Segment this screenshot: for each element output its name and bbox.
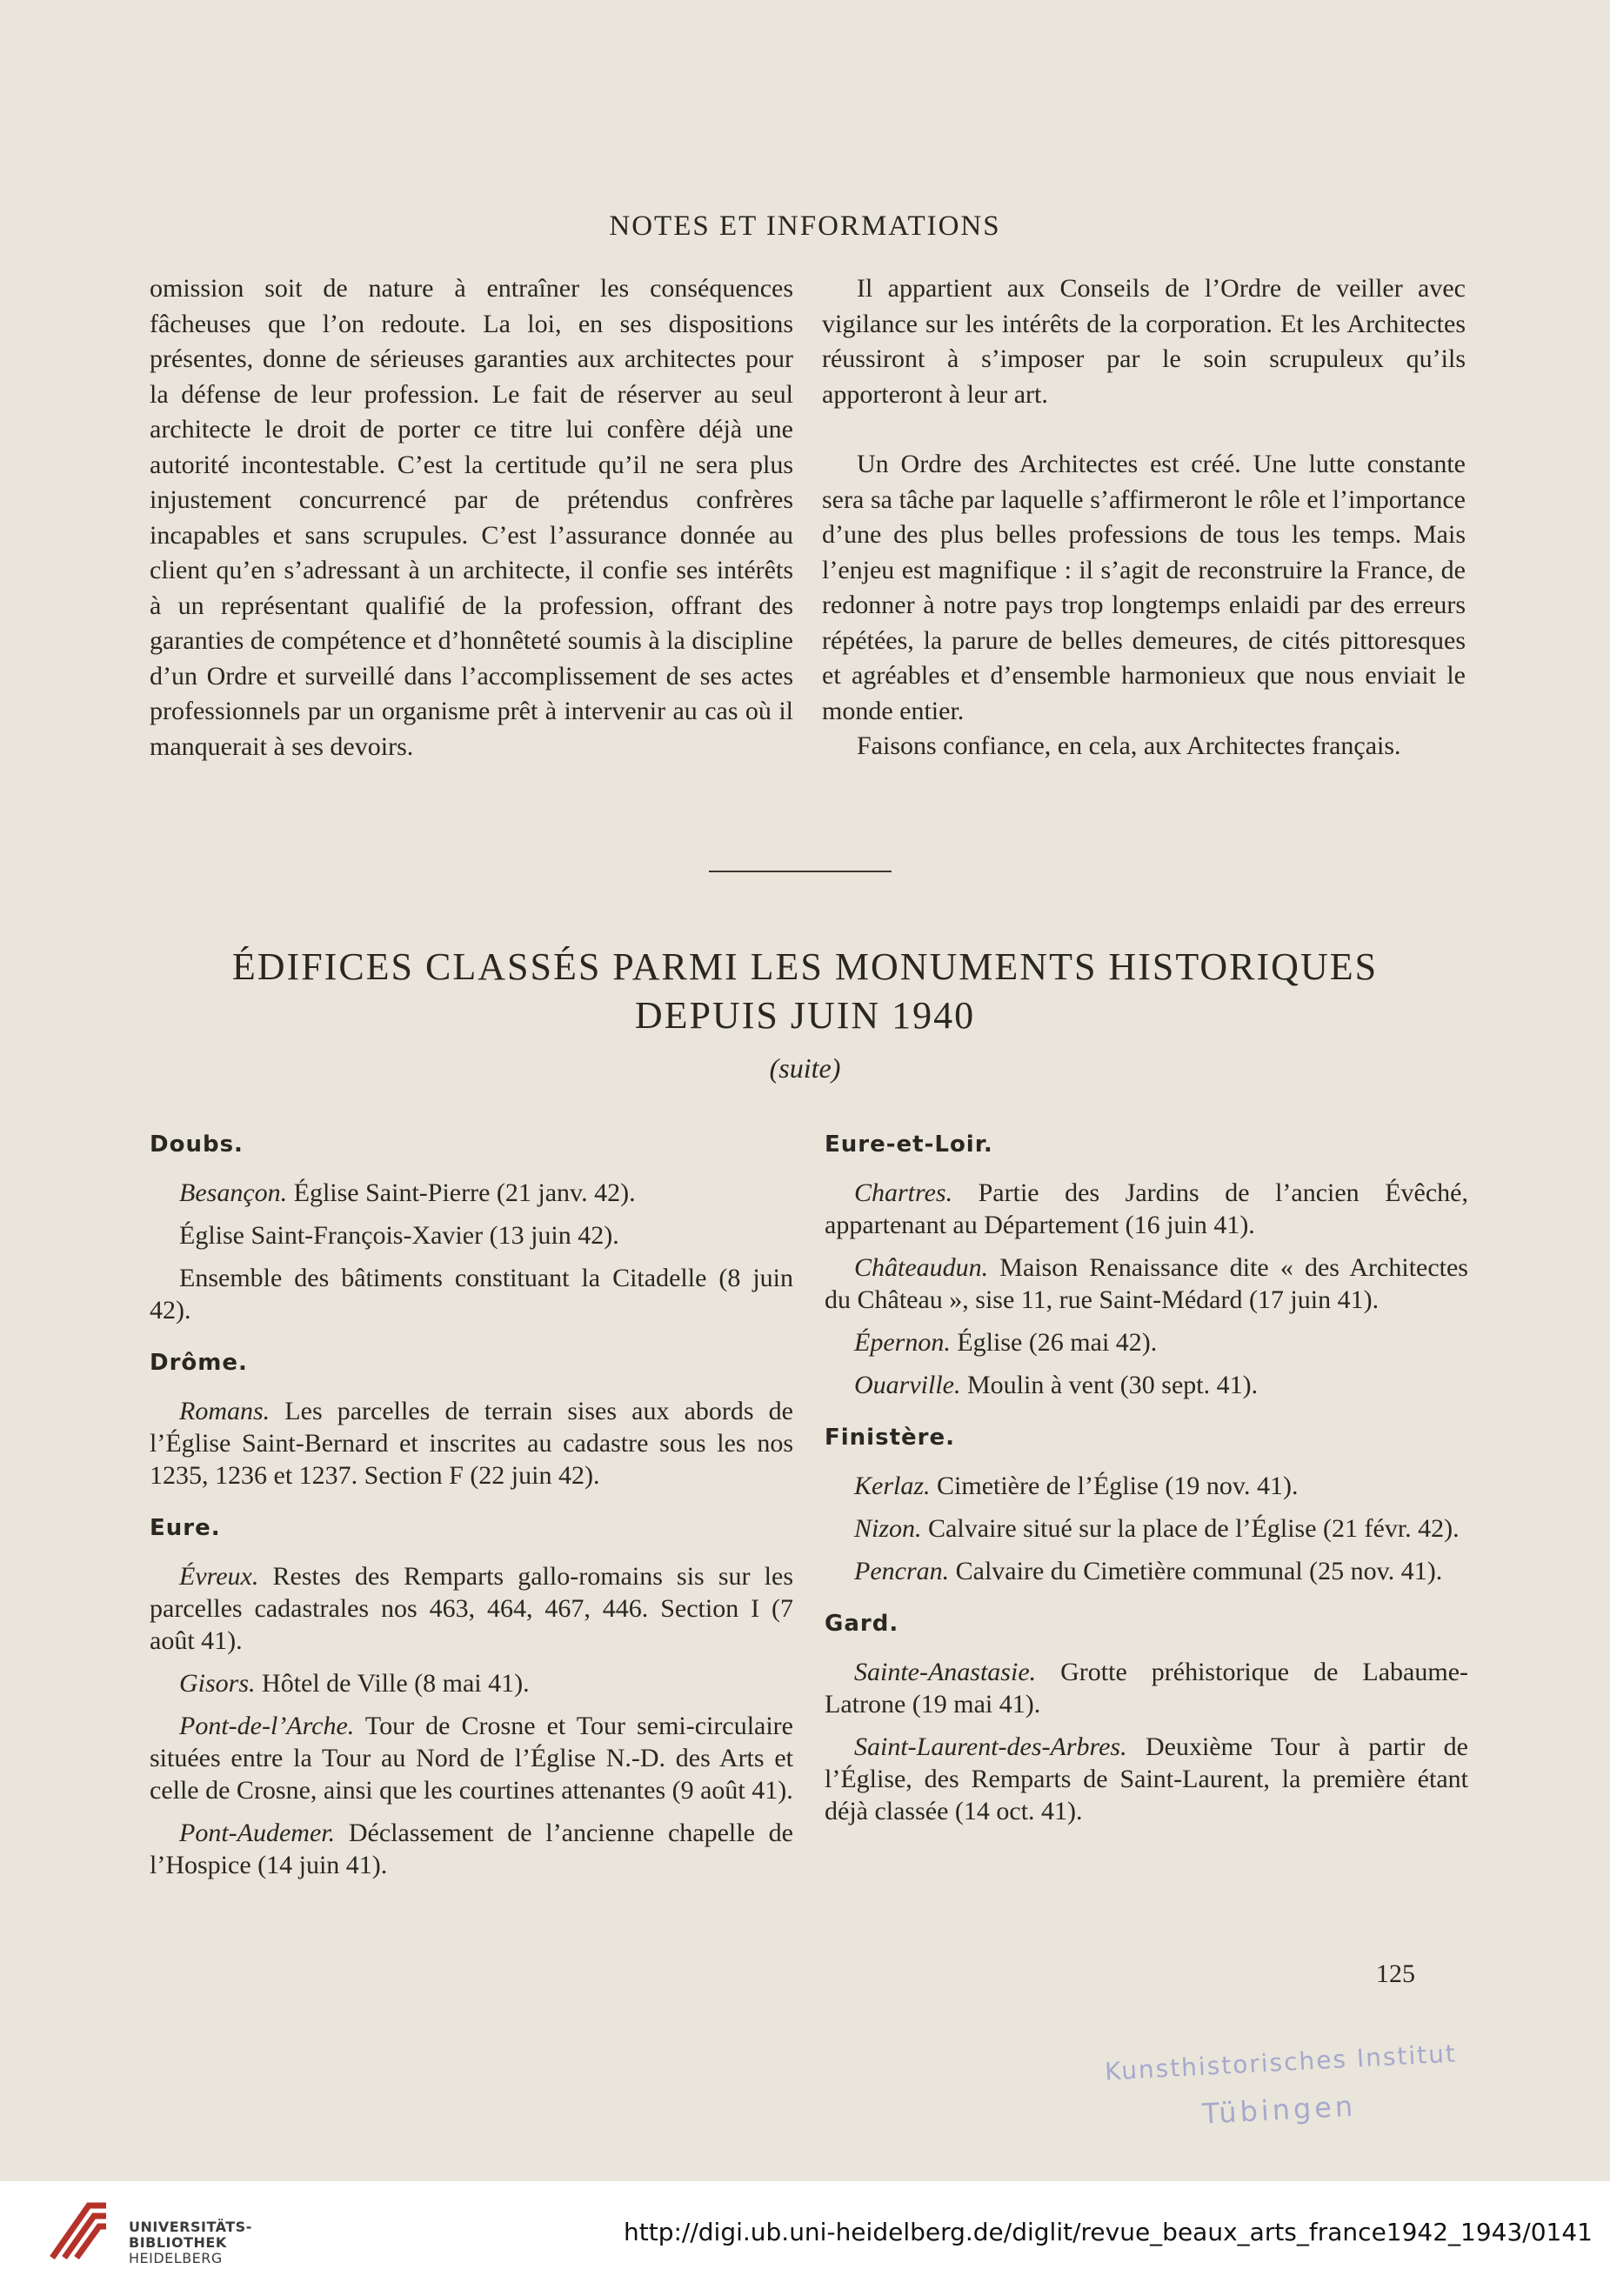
right-list xyxy=(825,1129,1468,1838)
place-name: Romans. xyxy=(179,1397,271,1425)
paragraph: Il appartient aux Conseils de l’Ordre de veiller avec vigilance sur les intérêts de la corporation. Et les Architectes réussiront à s’imposer par le soin scrupuleux qu’ils apporteront à leur art. xyxy=(822,274,1466,409)
place-name: Nizon. xyxy=(854,1514,922,1543)
monument-entry xyxy=(825,1656,1468,1720)
section-suite: (suite) xyxy=(769,1052,841,1084)
entry-text: Maison Renaissance dite « des Architectes du Château », sise 11, rue Saint-Médard (17 juin 41). xyxy=(825,1253,1468,1314)
monument-entry xyxy=(825,1470,1468,1502)
page-number: 125 xyxy=(1376,1959,1415,1988)
library-logo-icon xyxy=(45,2197,115,2266)
entry-text: Cimetière de l’Église (19 nov. 41). xyxy=(930,1472,1299,1500)
library-name-line: HEIDELBERG xyxy=(129,2250,223,2266)
monument-entry xyxy=(150,1395,793,1492)
entry-text: Hôtel de Ville (8 mai 41). xyxy=(255,1669,530,1698)
entry-text: Restes des Remparts gallo-romains sis sur les parcelles cadastrales nos 463, 464, 467, 446. Section I (7 août 41). xyxy=(150,1562,793,1655)
monument-entry xyxy=(150,1710,793,1806)
monument-entry xyxy=(825,1512,1468,1545)
place-name: Gisors. xyxy=(179,1669,256,1698)
entry-text: Grotte préhistorique de Labaume-Latrone (19 mai 41). xyxy=(825,1658,1468,1719)
entry-text: Déclassement de l’ancienne chapelle de l’Hospice (14 juin 41). xyxy=(150,1819,793,1879)
place-name: Kerlaz. xyxy=(854,1472,931,1500)
department-heading: Eure. xyxy=(150,1515,221,1541)
place-name: Pont-Audemer. xyxy=(179,1819,336,1847)
library-name-line: BIBLIOTHEK xyxy=(129,2234,227,2251)
library-name xyxy=(129,2219,252,2266)
department-heading: Eure-et-Loir. xyxy=(825,1131,993,1158)
place-name: Chartres. xyxy=(854,1178,953,1207)
library-name-line: UNIVERSITÄTS- xyxy=(129,2219,252,2235)
library-stamp xyxy=(1104,2039,1470,2144)
entry-text: Partie des Jardins de l’ancien Évêché, appartenant au Département (16 juin 41). xyxy=(825,1178,1468,1239)
place-name: Sainte-Anastasie. xyxy=(854,1658,1037,1686)
entry-text: Moulin à vent (30 sept. 41). xyxy=(960,1371,1259,1399)
monument-entry xyxy=(825,1555,1468,1587)
monument-entry xyxy=(150,1177,793,1209)
entry-text: Église Saint-Pierre (21 janv. 42). xyxy=(287,1178,636,1207)
entry-text: Les parcelles de terrain sises aux abords de l’Église Saint-Bernard et inscrites au cadastre sous les nos 1235, 1236 et 1237. Section F (22 juin 42). xyxy=(150,1397,793,1490)
section-subtitle: DEPUIS JUIN 1940 xyxy=(634,994,976,1037)
department-heading: Drôme. xyxy=(150,1350,248,1376)
left-list xyxy=(150,1129,793,1892)
department-heading: Gard. xyxy=(825,1611,899,1637)
left-column-text xyxy=(150,271,793,764)
monument-entry xyxy=(825,1177,1468,1241)
monument-entry xyxy=(150,1667,793,1699)
place-name: Châteaudun. xyxy=(854,1253,989,1282)
section-title: ÉDIFICES CLASSÉS PARMI LES MONUMENTS HISTORIQUES xyxy=(231,945,1379,988)
monument-entry xyxy=(150,1817,793,1881)
monument-entry xyxy=(150,1262,793,1326)
place-name: Ouarville. xyxy=(854,1371,961,1399)
entry-text: Deuxième Tour à partir de l’Église, des Remparts de Saint-Laurent, la première étant déjà classée (14 oct. 41). xyxy=(825,1732,1468,1825)
department-heading: Finistère. xyxy=(825,1425,955,1451)
place-name: Pencran. xyxy=(854,1557,950,1585)
running-head: NOTES ET INFORMATIONS xyxy=(609,210,1001,242)
entry-text: Calvaire du Cimetière communal (25 nov. 41). xyxy=(949,1557,1443,1585)
entry-text: Tour de Crosne et Tour semi-circulaire situées entre la Tour au Nord de l’Église N.-D. des Arts et celle de Crosne, ainsi que les courtines attenantes (9 août 41). xyxy=(150,1712,793,1805)
place-name: Évreux. xyxy=(179,1562,259,1591)
footer-bar xyxy=(0,2181,1610,2296)
monument-entry xyxy=(825,1251,1468,1316)
paragraph: Un Ordre des Architectes est créé. Une lutte constante sera sa tâche par laquelle s’affirmeront le rôle et l’importance d’une des plus belles professions de tous les temps. Mais l’enjeu est magnifique : il s’agit de reconstruire la France, de redonner à notre pays trop longtemps enlaidi par des erreurs répétées, la parure de belles demeures, de cités pittoresques et agréables et d’ensemble harmonieux que nous enviait le monde entier. xyxy=(822,450,1466,725)
monument-entry xyxy=(825,1326,1468,1358)
right-column-text xyxy=(822,271,1466,764)
entry-text: Église (26 mai 42). xyxy=(950,1328,1158,1357)
monument-entry xyxy=(150,1560,793,1657)
place-name: Besançon. xyxy=(179,1178,288,1207)
paragraph: Faisons confiance, en cela, aux Architectes français. xyxy=(857,731,1401,760)
place-name: Épernon. xyxy=(854,1328,951,1357)
place-name: Pont-de-l’Arche. xyxy=(179,1712,355,1740)
monument-entry xyxy=(150,1219,793,1251)
department-heading: Doubs. xyxy=(150,1131,244,1158)
paragraph: omission soit de nature à entraîner les conséquences fâcheuses que l’on redoute. La loi, en ses dispositions présentes, donne de sérieuses garanties aux architectes pour la défense de leur profession. Le fait de réserver au seul architecte le droit de porter ce titre lui confère déjà une autorité incontestable. C’est la certitude qu’il ne sera plus injustement concurrencé par de prétendus confrères incapables et sans scrupules. C’est l’assurance donnée au client qu’en s’adressant à un architecte, il confie ses intérêts à un représentant qualifié de la profession, offrant des garanties de compétence et d’honnêteté soumis à la discipline d’un Ordre et surveillé dans l’accomplissement de ses actes professionnels par un organisme prêt à intervenir au cas où il manquerait à ses devoirs. xyxy=(150,274,793,761)
section-divider xyxy=(709,871,892,872)
entry-text: Église Saint-François-Xavier (13 juin 42). xyxy=(179,1221,619,1250)
stamp-line: Kunsthistorisches Institut xyxy=(1104,2039,1458,2086)
entry-text: Calvaire situé sur la place de l’Église (21 févr. 42). xyxy=(921,1514,1460,1543)
monument-entry xyxy=(825,1731,1468,1827)
monument-entry xyxy=(825,1369,1468,1401)
entry-text: Ensemble des bâtiments constituant la Citadelle (8 juin 42). xyxy=(150,1264,793,1325)
stamp-line: Tübingen xyxy=(1201,2089,1358,2131)
place-name: Saint-Laurent-des-Arbres. xyxy=(854,1732,1127,1761)
paragraph-gap xyxy=(822,412,1466,447)
source-url[interactable]: http://digi.ub.uni-heidelberg.de/diglit/revue_beaux_arts_france1942_1943/0141 xyxy=(623,2218,1593,2246)
